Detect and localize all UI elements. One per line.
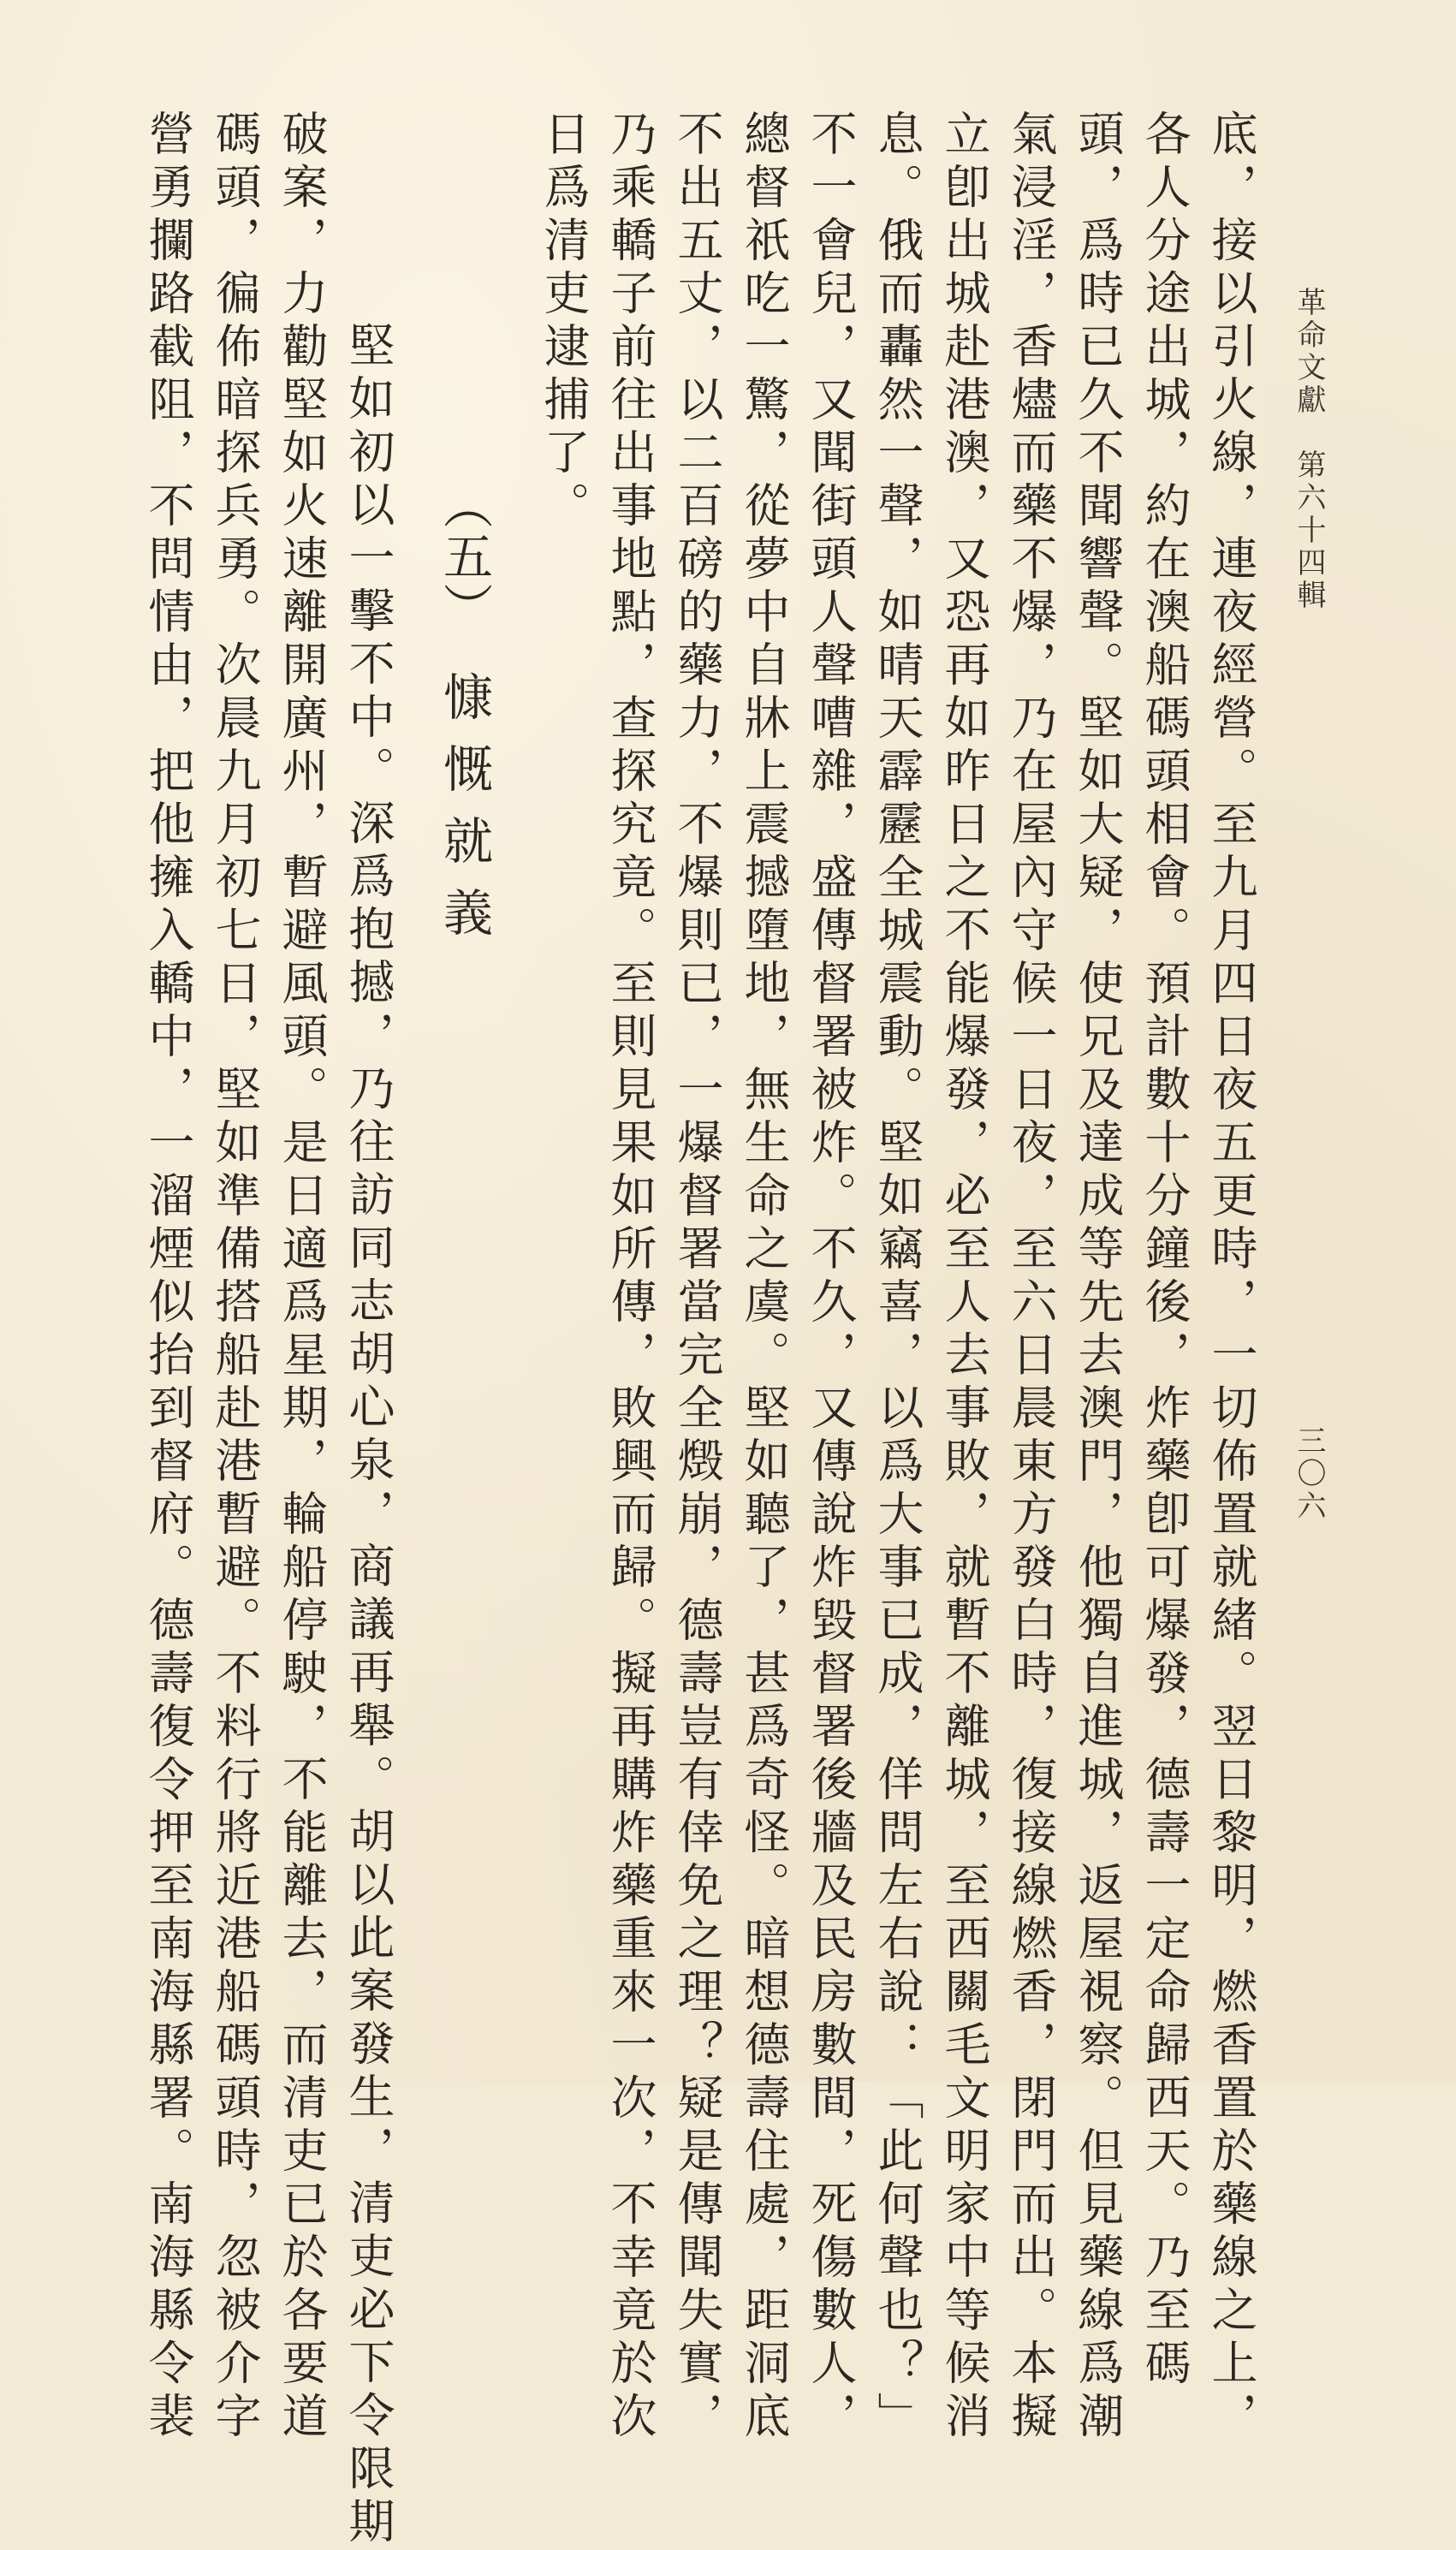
book-title: 革命文獻 第六十四輯 (1292, 287, 1326, 612)
text-column-3: 頭，爲時已久不聞響聲。堅如大疑，使兄及達成等先去澳門，他獨自進城，返屋視察。但見藥線爲潮 (1071, 110, 1125, 2445)
section-column-2: 破案，力勸堅如火速離開廣州，暫避風頭。是日適爲星期，輪船停駛，不能離去，而清吏已於各要道 (275, 110, 329, 2445)
text-column-1: 底，接以引火線，連夜經營。至九月四日夜五更時，一切佈置就緒。翌日黎明，燃香置於藥線之上， (1204, 110, 1258, 2445)
text-column-5: 立卽出城赴港澳，又恐再如昨日之不能爆發，必至人去事敗，就暫不離城，至西關毛文明家中等候消 (937, 110, 991, 2445)
text-column-8: 總督祇吃一驚，從夢中自牀上震撼墮地，無生命之虞。堅如聽了，甚爲奇怪。暗想德壽住處，距洞底 (737, 110, 791, 2445)
section-number: （五） (435, 479, 493, 633)
text-column-10: 乃乘轎子前往出事地點，查探究竟。至則見果如所傳，敗興而歸。擬再購炸藥重來一次，不幸竟於次 (603, 110, 657, 2445)
text-column-11: 日爲清吏逮捕了。 (537, 110, 591, 534)
text-column-9: 不出五丈，以二百磅的藥力，不爆則已，一爆督署當完全燬崩，德壽豈有倖免之理？疑是傳聞失實， (670, 110, 724, 2445)
section-title: 慷慨就義 (435, 671, 493, 959)
section-column-3: 碼頭，徧佈暗探兵勇。次晨九月初七日，堅如準備搭船赴港暫避。不料行將近港船碼頭時，忽被介字 (208, 110, 262, 2445)
text-column-2: 各人分途出城，約在澳船碼頭相會。預計數十分鐘後，炸藥卽可爆發，德壽一定命歸西天。乃至碼 (1138, 110, 1192, 2392)
section-column-1: 堅如初以一擊不中。深爲抱撼，乃往訪同志胡心泉，商議再舉。胡以此案發生，清吏必下令限期 (342, 321, 395, 2550)
page-number: 三〇六 (1292, 1425, 1326, 1523)
text-column-7: 不一會兒，又聞街頭人聲嘈雜，盛傳督署被炸。不久，又傳說炸毀督署後牆及民房數間，死傷數人， (804, 110, 858, 2445)
text-column-6: 息。俄而轟然一聲，如晴天霹靂全城震動。堅如竊喜，以爲大事已成，佯問左右說：「此何聲也？」 (871, 110, 924, 2445)
section-heading (428, 479, 500, 959)
running-header (1288, 287, 1330, 612)
section-column-4: 營勇攔路截阻，不問情由，把他擁入轎中，一溜煙似抬到督府。德壽復令押至南海縣署。南海縣令裴 (141, 110, 195, 2445)
text-column-4: 氣浸淫，香燼而藥不爆，乃在屋內守候一日夜，至六日晨東方發白時，復接線燃香，閉門而出。本擬 (1004, 110, 1058, 2445)
